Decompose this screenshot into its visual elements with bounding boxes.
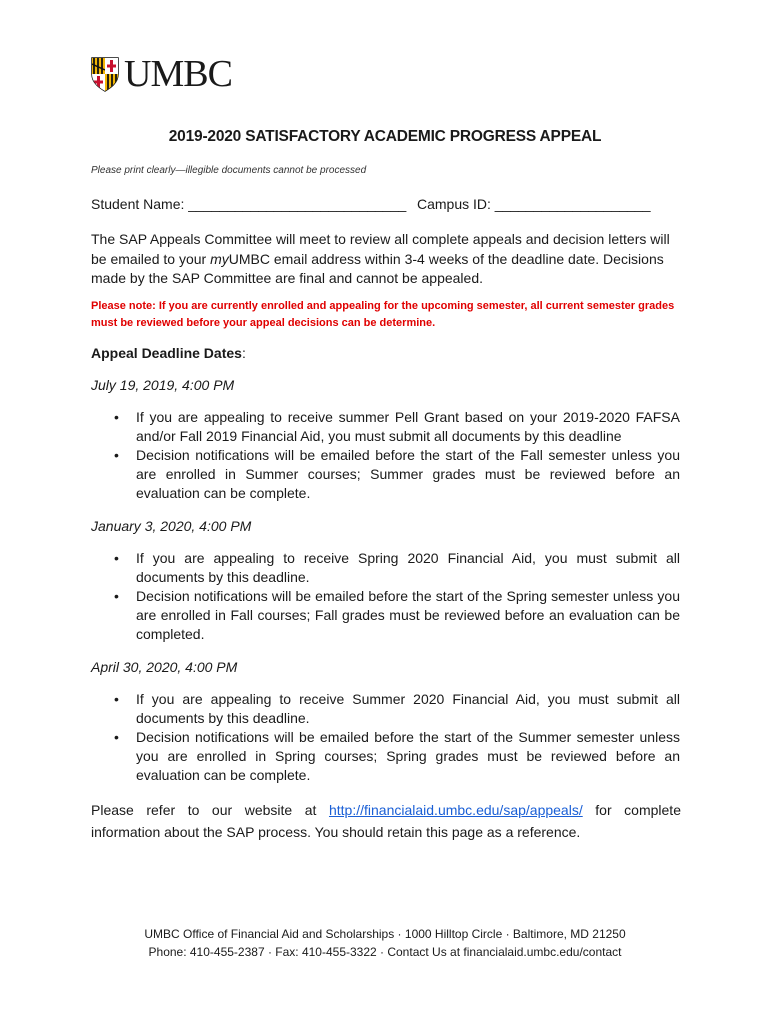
list-item: • If you are appealing to receive Spring 2020 Financial Aid, you must submit all documents by this deadline. [114,550,680,585]
bullet-dot-icon: • [114,588,119,604]
deadline-date-2: January 3, 2020, 4:00 PM [91,518,252,534]
student-info-row [91,196,691,212]
maryland-shield-icon [90,56,120,92]
footer-contact: Phone: 410-455-2387 · Fax: 410-455-3322 · Contact Us at financialaid.umbc.edu/contact [148,944,622,959]
list-item: • Decision notifications will be emailed before the start of the Fall semester unless you are enrolled in Summer courses; Summer grades must be reviewed before an evaluation can be complete. [114,447,680,501]
reference-paragraph: Please refer to our website at http://financialaid.umbc.edu/sap/appeals/ for complete information about the SAP process. You should retain this page as a reference. [91,802,681,840]
deadline-date-3: April 30, 2020, 4:00 PM [91,659,238,675]
deadline-list-3 [114,690,680,785]
footer [0,926,770,961]
list-item: • If you are appealing to receive Summer 2020 Financial Aid, you must submit all documents by this deadline. [114,691,680,726]
list-item: • If you are appealing to receive summer Pell Grant based on your 2019-2020 FAFSA and/or Fall 2019 Financial Aid, you must submit all documents by this deadline [114,409,680,444]
bullet-dot-icon: • [114,550,119,566]
footer-address: UMBC Office of Financial Aid and Scholarships · 1000 Hilltop Circle · Baltimore, MD 21250 [144,927,626,941]
document-title: 2019-2020 SATISFACTORY ACADEMIC PROGRESS APPEAL [168,128,602,145]
intro-paragraph: The SAP Appeals Committee will meet to review all complete appeals and decision letters will be emailed to your myUMBC email address within 3-4 weeks of the deadline date. Decisions made by the SAP Committee are final and cannot be appealed. [91,231,670,286]
deadline-list-2 [114,549,680,644]
my-italic: my [210,250,229,267]
student-name-field[interactable]: Student Name: ____________________________ [91,196,407,212]
sap-appeals-link[interactable]: http://financialaid.umbc.edu/sap/appeals/ [328,802,583,818]
bullet-dot-icon: • [114,447,119,463]
print-instruction: Please print clearly—illegible documents cannot be processed [91,165,367,176]
bullet-dot-icon: • [114,409,119,425]
enrollment-note: Please note: If you are currently enrolled and appealing for the upcoming semester, all current semester grades must be reviewed before your appeal decisions can be determine. [91,300,675,329]
logo-wordmark: UMBC [124,53,232,95]
deadline-heading: Appeal Deadline Dates: [91,345,246,361]
list-item: • Decision notifications will be emailed before the start of the Summer semester unless you are enrolled in Spring courses; Spring grades must be reviewed before an evaluation can be complete. [114,729,680,783]
deadline-list-1 [114,408,680,503]
list-item: • Decision notifications will be emailed before the start of the Spring semester unless you are enrolled in Fall courses; Fall grades must be reviewed before an evaluation can be completed. [114,588,680,642]
umbc-logo [90,54,232,94]
bullet-dot-icon: • [114,729,119,745]
bullet-dot-icon: • [114,691,119,707]
campus-id-field[interactable]: Campus ID: ____________________ [417,196,651,212]
deadline-date-1: July 19, 2019, 4:00 PM [91,377,235,393]
